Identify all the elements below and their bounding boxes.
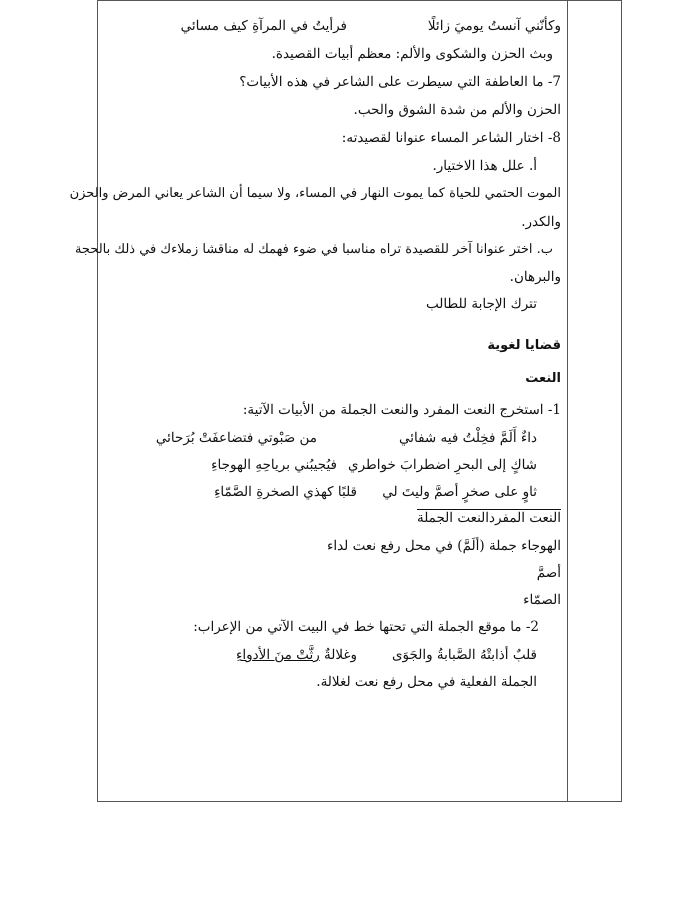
answer-8a-line-1: الموت الحتمي للحياة كما يموت النهار في المساء، ولا سيما أن الشاعر يعاني المرض والحزن: [69, 186, 561, 201]
verse-4-plain-part: وغلالةٌ: [319, 647, 357, 663]
answer-row-3: الصمّاء: [523, 592, 561, 608]
verse-2-second-hemistich: فيُجيبُني برياحِهِ الهوجاءِ: [211, 457, 337, 473]
question-7: 7- ما العاطفة التي سيطرت على الشاعر في هذه الأبيات؟: [239, 74, 561, 90]
question-8a: أ. علل هذا الاختيار.: [432, 158, 537, 174]
answer-table-header-text: النعت المفردالنعت الجملة: [416, 510, 561, 526]
verse-4-first-hemistich: قلبٌ أذابتْهُ الصَّبابةُ والجَوَى: [391, 647, 537, 663]
verse-4-second-hemistich: [236, 646, 357, 664]
answer-row-1: الهوجاء جملة (ألَمَّ) في محل رفع نعت لداء: [326, 538, 561, 554]
question-8b-line-2: والبرهان.: [509, 269, 561, 285]
exercise-1-prompt: 1- استخرج النعت المفرد والنعت الجملة من الأبيات الآتية:: [242, 402, 561, 418]
verse-4-underlined-phrase: رثَّتْ منَ الأدواءِ: [236, 647, 320, 663]
verse-3-first-hemistich: ثاوٍ على صخرٍ أصمَّ وليتَ لي: [382, 484, 537, 500]
question-8b-line-1: ب. اختر عنوانا آخر للقصيدة تراه مناسبا في ضوء فهمك له مناقشا زملاءك في ذلك بالحجة: [74, 242, 553, 257]
verse-1-second-hemistich: من صَبْوتي فتضاعفَتْ بُرَحائي: [155, 430, 317, 446]
answer-6: وبث الحزن والشكوى والألم: معظم أبيات القصيدة.: [271, 46, 553, 62]
verse-3-second-hemistich: قلبًا كهذي الصخرةِ الصَّمّاءِ: [214, 484, 357, 500]
answer-table-header: [417, 509, 561, 527]
answer-7: الحزن والألم من شدة الشوق والحب.: [353, 102, 561, 118]
verse-0-second-hemistich: فرأيتُ في المرآةِ كيف مسائي: [180, 18, 347, 34]
worksheet-table: [69, 0, 622, 802]
content-column: [69, 1, 567, 801]
section-heading-linguistic-issues: قضايا لغوية: [487, 338, 561, 353]
side-column: [567, 1, 621, 801]
section-heading-adjective: النعت: [525, 371, 561, 386]
answer-row-2: أصمَّ: [536, 565, 561, 581]
answer-8a-line-2: والكدر.: [521, 214, 561, 230]
exercise-2-answer: الجملة الفعلية في محل رفع نعت لغلالة.: [316, 674, 537, 690]
question-8: 8- اختار الشاعر المساء عنوانا لقصيدته:: [341, 130, 561, 146]
verse-0-first-hemistich: وكأنّني آنستُ يوميَ زائلًا: [427, 18, 561, 34]
answer-8b: تترك الإجابة للطالب: [425, 296, 537, 312]
verse-1-first-hemistich: داءٌ أَلَمَّ فخِلْتُ فيه شفائي: [398, 430, 537, 446]
verse-2-first-hemistich: شاكٍ إلى البحرِ اضطرابَ خواطري: [348, 457, 537, 473]
exercise-2-prompt: 2- ما موقع الجملة التي تحتها خط في البيت الآتي من الإعراب:: [193, 619, 539, 635]
